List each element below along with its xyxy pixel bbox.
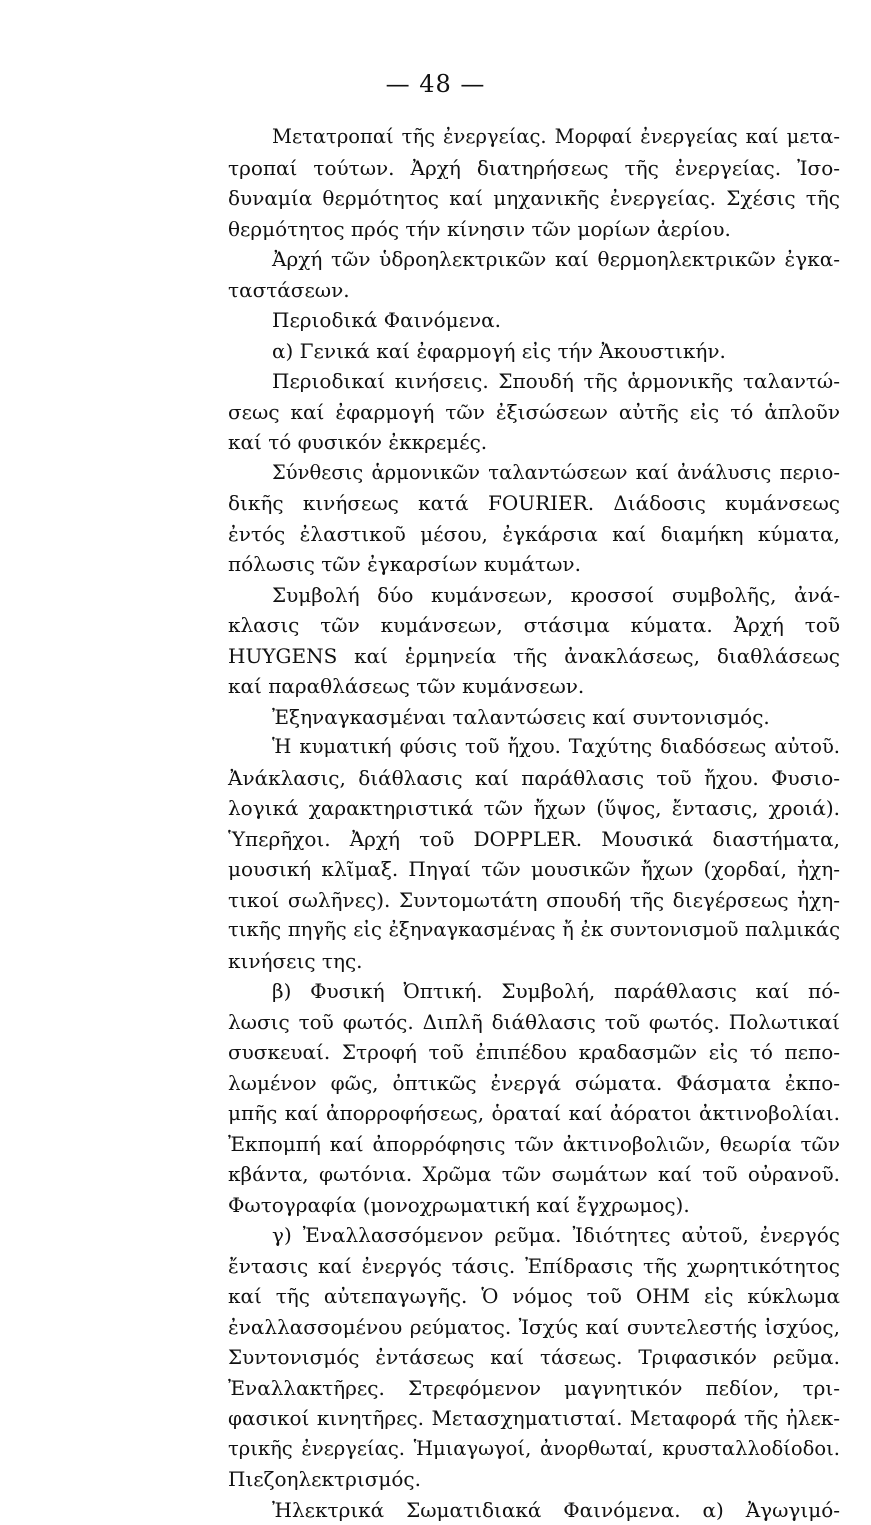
text-line: β) Φυσική Ὀπτική. Συμβολή, παράθλασις καί πό-: [228, 976, 840, 1007]
text-line: σεως καί ἐφαρμογή τῶν ἐξισώσεων αὐτῆς εἰς τό ἁπλοῦν: [228, 397, 840, 428]
text-line: α) Γενικά καί ἐφαρμογή εἰς τήν Ἀκουστικήν.: [228, 336, 840, 367]
text-line: μπῆς καί ἀπορροφήσεως, ὁραταί καί ἀόρατοι ἀκτινοβολίαι.: [228, 1098, 840, 1129]
text-line: Ἠλεκτρικά Σωματιδιακά Φαινόμενα. α) Ἀγωγιμό-: [228, 1495, 840, 1525]
text-line: θερμότητος πρός τήν κίνησιν τῶν μορίων ἀερίου.: [228, 214, 840, 245]
text-line: δυναμία θερμότητος καί μηχανικῆς ἐνεργείας. Σχέσις τῆς: [228, 183, 840, 214]
text-line: τικοί σωλῆνες). Συντομωτάτη σπουδή τῆς διεγέρσεως ἠχη-: [228, 885, 840, 916]
body-text: [228, 122, 840, 1525]
text-line: λωσις τοῦ φωτός. Διπλῆ διάθλασις τοῦ φωτός. Πολωτικαί: [228, 1007, 840, 1038]
text-line: ἐναλλασσομένου ρεύματος. Ἰσχύς καί συντελεστής ἰσχύος,: [228, 1312, 840, 1343]
text-line: Ὑπερῆχοι. Ἀρχή τοῦ DOPPLER. Μουσικά διαστήματα,: [228, 824, 840, 855]
text-line: Μετατροπαί τῆς ἐνεργείας. Μορφαί ἐνεργείας καί μετα-: [228, 122, 840, 153]
text-line: ἐντός ἐλαστικοῦ μέσου, ἐγκάρσια καί διαμήκη κύματα,: [228, 519, 840, 550]
text-line: ἔντασις καί ἐνεργός τάσις. Ἐπίδρασις τῆς χωρητικότητος: [228, 1251, 840, 1282]
text-line: ταστάσεων.: [228, 275, 840, 306]
text-line: τρικῆς ἐνεργείας. Ἡμιαγωγοί, ἀνορθωταί, κρυσταλλοδίοδοι.: [228, 1434, 840, 1465]
text-line: Ἡ κυματική φύσις τοῦ ἤχου. Ταχύτης διαδόσεως αὐτοῦ.: [228, 732, 840, 763]
text-line: κλασις τῶν κυμάνσεων, στάσιμα κύματα. Ἀρχή τοῦ: [228, 610, 840, 641]
text-line: Συντονισμός ἐντάσεως καί τάσεως. Τριφασικόν ρεῦμα.: [228, 1342, 840, 1373]
text-line: κβάντα, φωτόνια. Χρῶμα τῶν σωμάτων καί τοῦ οὐρανοῦ.: [228, 1159, 840, 1190]
text-line: Ἐξηναγκασμέναι ταλαντώσεις καί συντονισμός.: [228, 702, 840, 733]
text-line: καί τό φυσικόν ἐκκρεμές.: [228, 427, 840, 458]
text-line: Ἐκπομπή καί ἀπορρόφησις τῶν ἀκτινοβολιῶν, θεωρία τῶν: [228, 1129, 840, 1160]
text-line: Ἀρχή τῶν ὑδροηλεκτρικῶν καί θερμοηλεκτρικῶν ἐγκα-: [228, 244, 840, 275]
text-line: φασικοί κινητῆρες. Μετασχηματισταί. Μεταφορά τῆς ἠλεκ-: [228, 1403, 840, 1434]
text-line: Ἐναλλακτῆρες. Στρεφόμενον μαγνητικόν πεδίον, τρι-: [228, 1373, 840, 1404]
text-line: καί παραθλάσεως τῶν κυμάνσεων.: [228, 671, 840, 702]
text-line: Περιοδικαί κινήσεις. Σπουδή τῆς ἁρμονικῆς ταλαντώ-: [228, 366, 840, 397]
text-line: τροπαί τούτων. Ἀρχή διατηρήσεως τῆς ἐνεργείας. Ἰσο-: [228, 153, 840, 184]
text-line: καί τῆς αὐτεπαγωγῆς. Ὁ νόμος τοῦ OHM εἰς κύκλωμα: [228, 1281, 840, 1312]
text-line: μουσική κλῖμαξ. Πηγαί τῶν μουσικῶν ἤχων (χορδαί, ἠχη-: [228, 854, 840, 885]
text-line: λωμένον φῶς, ὀπτικῶς ἐνεργά σώματα. Φάσματα ἐκπο-: [228, 1068, 840, 1099]
text-line: δικῆς κινήσεως κατά FOURIER. Διάδοσις κυμάνσεως: [228, 488, 840, 519]
text-line: πόλωσις τῶν ἐγκαρσίων κυμάτων.: [228, 549, 840, 580]
text-line: Πιεζοηλεκτρισμός.: [228, 1464, 840, 1495]
text-line: τικῆς πηγῆς εἰς ἐξηναγκασμένας ἤ ἐκ συντονισμοῦ παλμικάς: [228, 915, 840, 946]
text-line: λογικά χαρακτηριστικά τῶν ἤχων (ὕψος, ἔντασις, χροιά).: [228, 793, 840, 824]
page-number: — 48 —: [0, 70, 871, 98]
text-line: συσκευαί. Στροφή τοῦ ἐπιπέδου κραδασμῶν εἰς τό πεπο-: [228, 1037, 840, 1068]
text-line: Φωτογραφία (μονοχρωματική καί ἔγχρωμος).: [228, 1190, 840, 1221]
text-line: κινήσεις της.: [228, 946, 840, 977]
text-line: Συμβολή δύο κυμάνσεων, κροσσοί συμβολῆς, ἀνά-: [228, 580, 840, 611]
text-line: Περιοδικά Φαινόμενα.: [228, 305, 840, 336]
text-line: HUYGENS καί ἑρμηνεία τῆς ἀνακλάσεως, διαθλάσεως: [228, 641, 840, 672]
text-line: Ἀνάκλασις, διάθλασις καί παράθλασις τοῦ ἤχου. Φυσιο-: [228, 763, 840, 794]
text-line: γ) Ἐναλλασσόμενον ρεῦμα. Ἰδιότητες αὐτοῦ, ἐνεργός: [228, 1220, 840, 1251]
text-line: Σύνθεσις ἁρμονικῶν ταλαντώσεων καί ἀνάλυσις περιο-: [228, 458, 840, 489]
